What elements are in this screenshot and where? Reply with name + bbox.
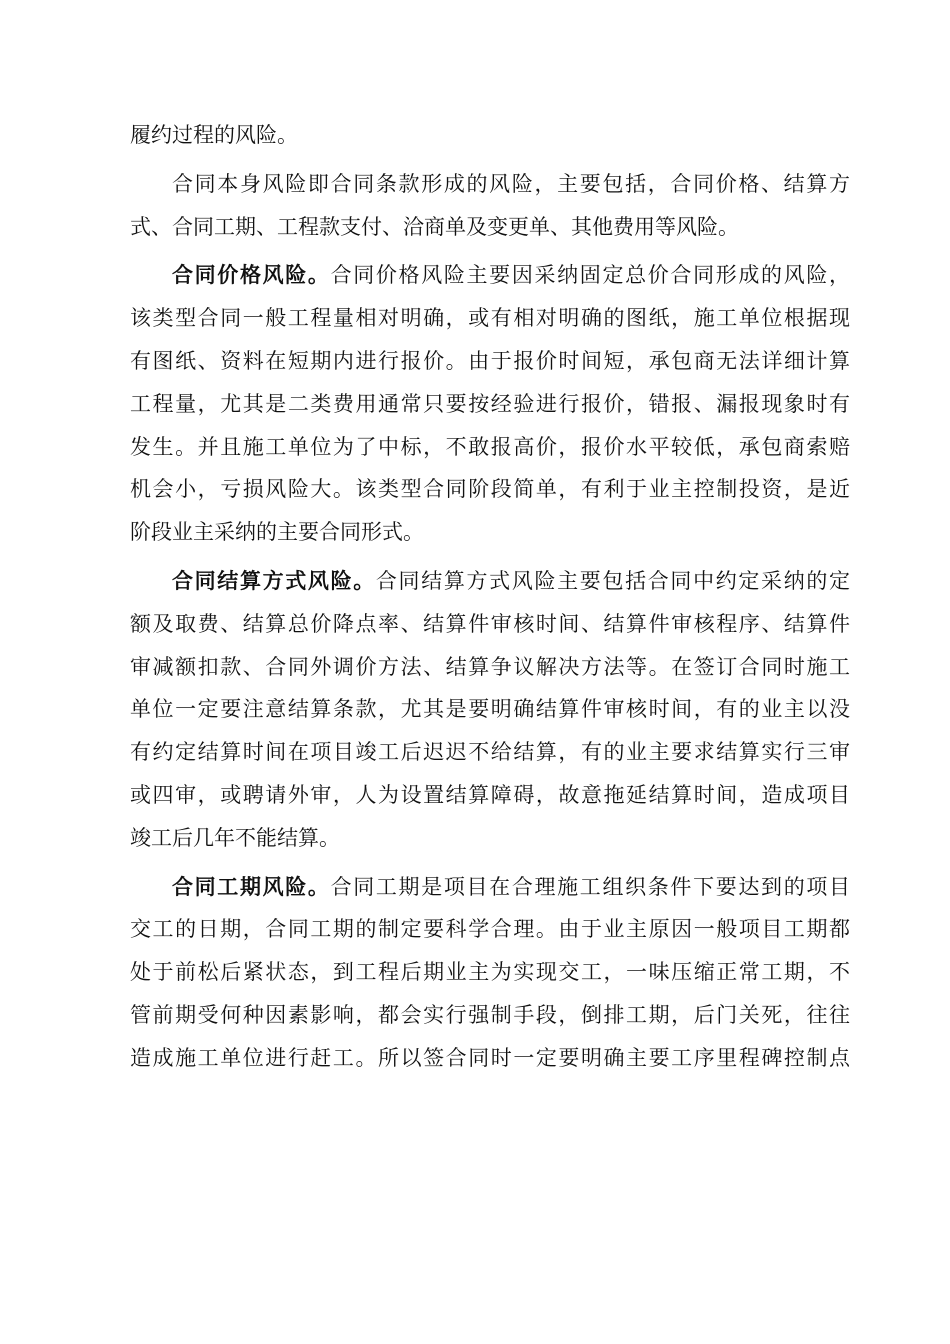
text-line: 履约过程的风险。: [130, 123, 298, 147]
text-line: 阶段业主采纳的主要合同形式。: [130, 520, 424, 545]
text-line: 竣工后几年不能结算。: [130, 825, 340, 850]
text-line: [130, 866, 850, 909]
text-run: 合同结算方式风险主要包括合同中约定采纳的定: [375, 568, 851, 593]
document-body: [130, 114, 850, 1080]
text-line: 管前期受何种因素影响，都会实行强制手段，倒排工期，后门关死，往往: [130, 1002, 850, 1027]
text-line: 或四审，或聘请外审，人为设置结算障碍，故意拖延结算时间，造成项目: [130, 782, 850, 807]
section-heading: 合同价格风险。: [172, 262, 331, 288]
text-line: 机会小，亏损风险大。该类型合同阶段简单，有利于业主控制投资，是近: [130, 477, 850, 502]
text-line: 式、合同工期、工程款支付、洽商单及变更单、其他费用等风险。: [130, 214, 739, 239]
text-line: 审减额扣款、合同外调价方法、结算争议解决方法等。在签订合同时施工: [130, 654, 850, 679]
text-line: 工程量，尤其是二类费用通常只要按经验进行报价，错报、漏报现象时有: [130, 391, 850, 416]
text-line: 有图纸、资料在短期内进行报价。由于报价时间短，承包商无法详细计算: [130, 348, 850, 373]
text-line: 有约定结算时间在项目竣工后迟迟不给结算，有的业主要求结算实行三审: [130, 740, 850, 765]
text-line: 额及取费、结算总价降点率、结算件审核时间、结算件审核程序、结算件: [130, 611, 850, 636]
text-line: 该类型合同一般工程量相对明确，或有相对明确的图纸，施工单位根据现: [130, 306, 850, 331]
text-line: [130, 254, 850, 297]
text-line: 交工的日期，合同工期的制定要科学合理。由于业主原因一般项目工期都: [130, 917, 850, 942]
text-run: 合同工期是项目在合理施工组织条件下要达到的项目: [330, 874, 851, 899]
text-line: 处于前松后紧状态，到工程后期业主为实现交工，一味压缩正常工期，不: [130, 960, 850, 985]
text-line: 单位一定要注意结算条款，尤其是要明确结算件审核时间，有的业主以没: [130, 697, 850, 722]
text-line: 合同本身风险即合同条款形成的风险，主要包括，合同价格、结算方: [172, 171, 850, 196]
text-line: [130, 560, 850, 603]
text-run: 合同价格风险主要因采纳固定总价合同形成的风险，: [330, 263, 851, 288]
text-line: 发生。并且施工单位为了中标，不敢报高价，报价水平较低，承包商索赔: [130, 434, 850, 459]
section-heading: 合同结算方式风险。: [172, 567, 376, 593]
text-line: 造成施工单位进行赶工。所以签合同时一定要明确主要工序里程碑控制点: [130, 1045, 850, 1070]
section-heading: 合同工期风险。: [172, 873, 331, 899]
